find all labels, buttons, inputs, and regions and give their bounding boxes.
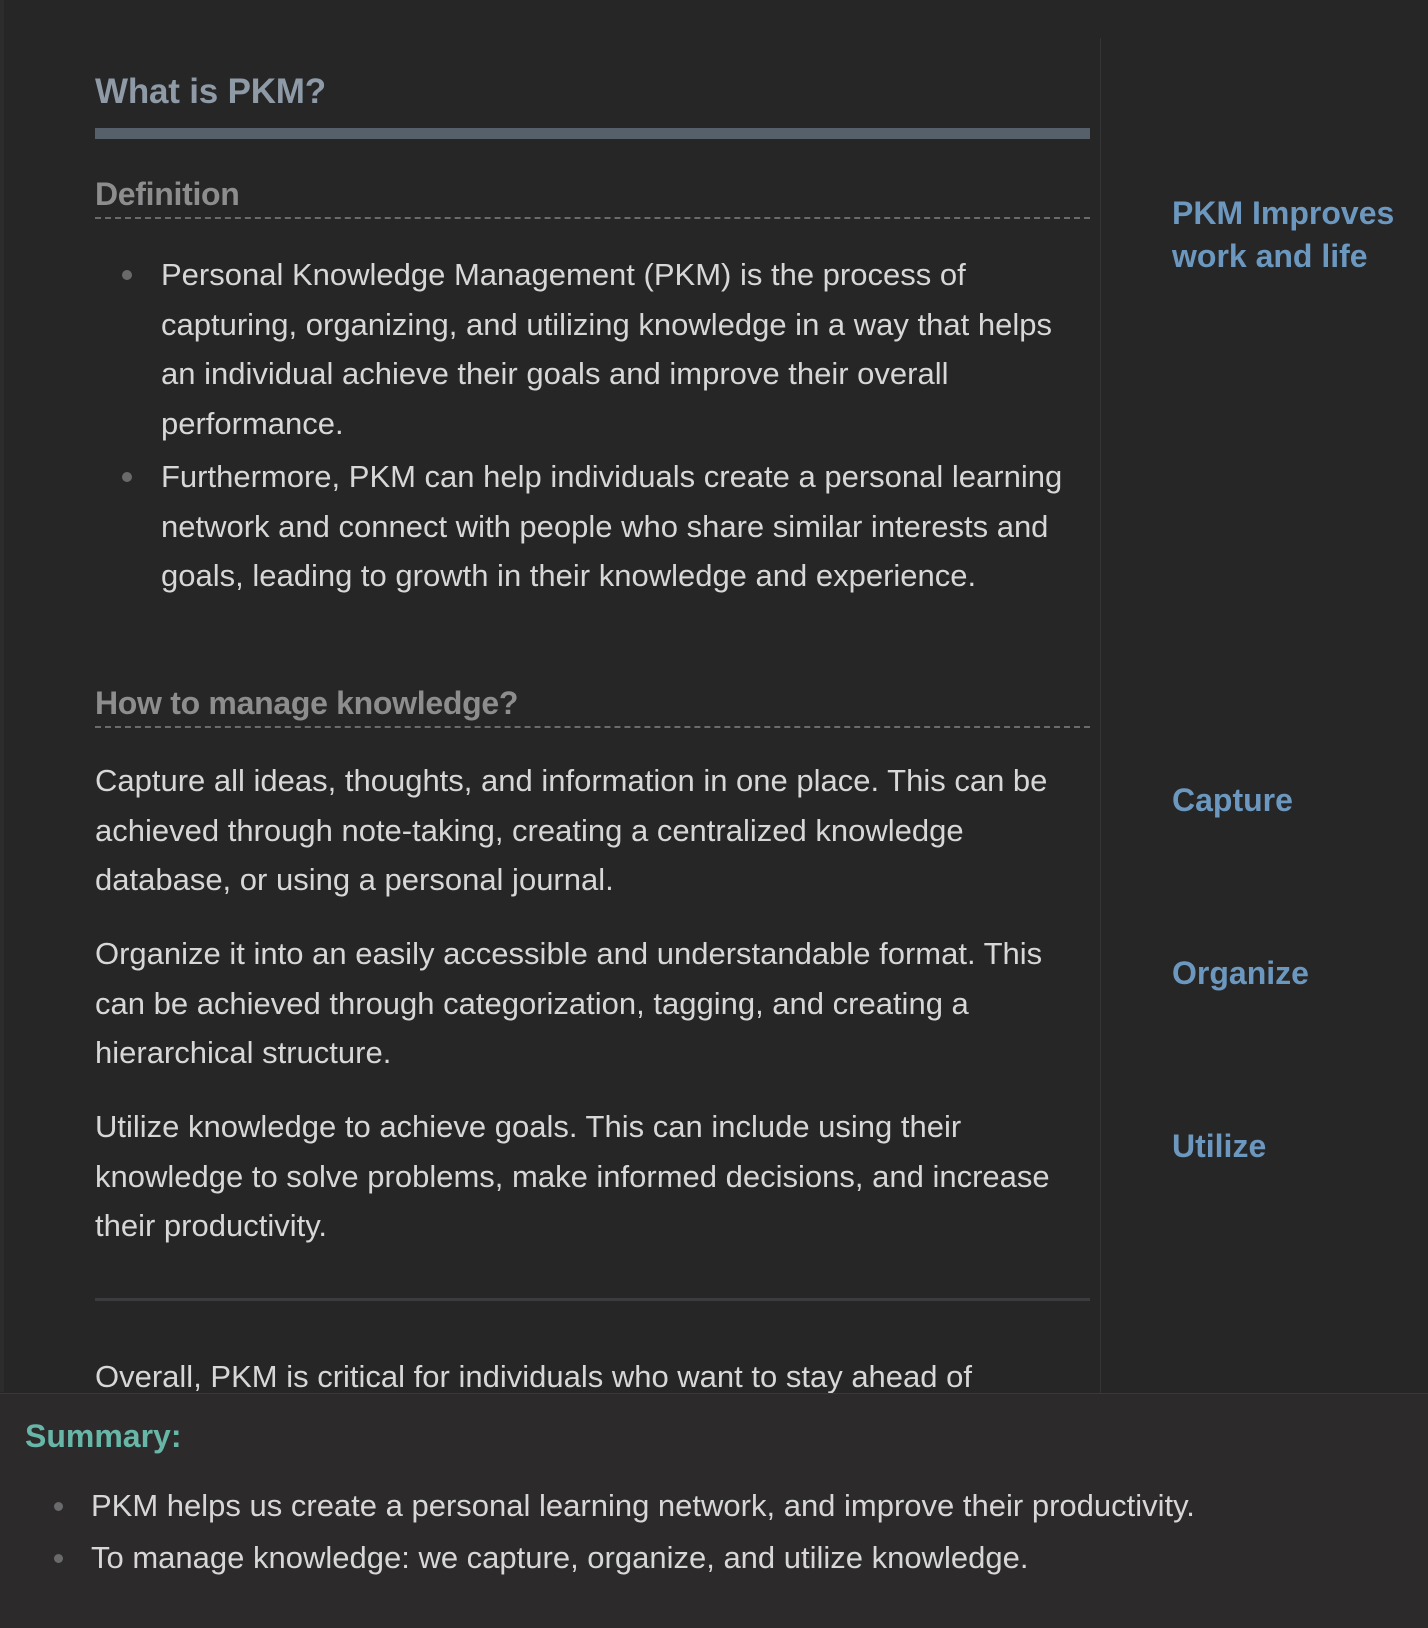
margin-note-organize[interactable]: Organize (1172, 955, 1309, 991)
bullet-icon (54, 1554, 63, 1563)
bullet-icon (122, 270, 132, 280)
margin-divider (1100, 38, 1101, 1393)
margin-note-pkm-improves[interactable]: PKM Improves work and life (1172, 195, 1395, 274)
summary-item-text: PKM helps us create a personal learning network, and improve their productivity. (91, 1488, 1195, 1523)
summary-title: Summary: (25, 1418, 182, 1454)
title-underline-bar (95, 128, 1090, 139)
heading-how-to-manage: How to manage knowledge? (95, 685, 1090, 728)
summary-panel (0, 1393, 1428, 1628)
margin-note-capture[interactable]: Capture (1172, 782, 1293, 818)
paragraph-capture: Capture all ideas, thoughts, and information in one place. This can be achieved through note-taking, creating a centralized knowledge database, or using a personal journal. (95, 763, 1048, 897)
definition-list (95, 250, 1085, 605)
bullet-icon (122, 472, 132, 482)
margin-note-utilize[interactable]: Utilize (1172, 1128, 1267, 1164)
paragraph-overall: Overall, PKM is critical for individuals who want to stay ahead of (95, 1359, 972, 1393)
heading-definition: Definition (95, 176, 1090, 219)
list-item-text: Furthermore, PKM can help individuals create a personal learning network and connect with people who share similar interests and goals, leading to growth in their knowledge and experience. (161, 459, 1063, 593)
list-item (0, 1480, 1400, 1532)
list-item (0, 1532, 1400, 1584)
list-item (95, 452, 1085, 601)
paragraph-organize: Organize it into an easily accessible and understandable format. This can be achieved through categorization, tagging, and creating a hierarchical structure. (95, 936, 1043, 1070)
note-title: What is PKM? (95, 72, 326, 111)
list-item (95, 250, 1085, 448)
summary-item-text: To manage knowledge: we capture, organize, and utilize knowledge. (91, 1540, 1029, 1575)
horizontal-rule (95, 1298, 1090, 1301)
summary-list (0, 1480, 1400, 1584)
bullet-icon (54, 1502, 63, 1511)
list-item-text: Personal Knowledge Management (PKM) is the process of capturing, organizing, and utilizing knowledge in a way that helps an individual achieve their goals and improve their overall performance. (161, 257, 1052, 441)
paragraph-utilize: Utilize knowledge to achieve goals. This can include using their knowledge to solve problems, make informed decisions, and increase their productivity. (95, 1109, 1050, 1243)
